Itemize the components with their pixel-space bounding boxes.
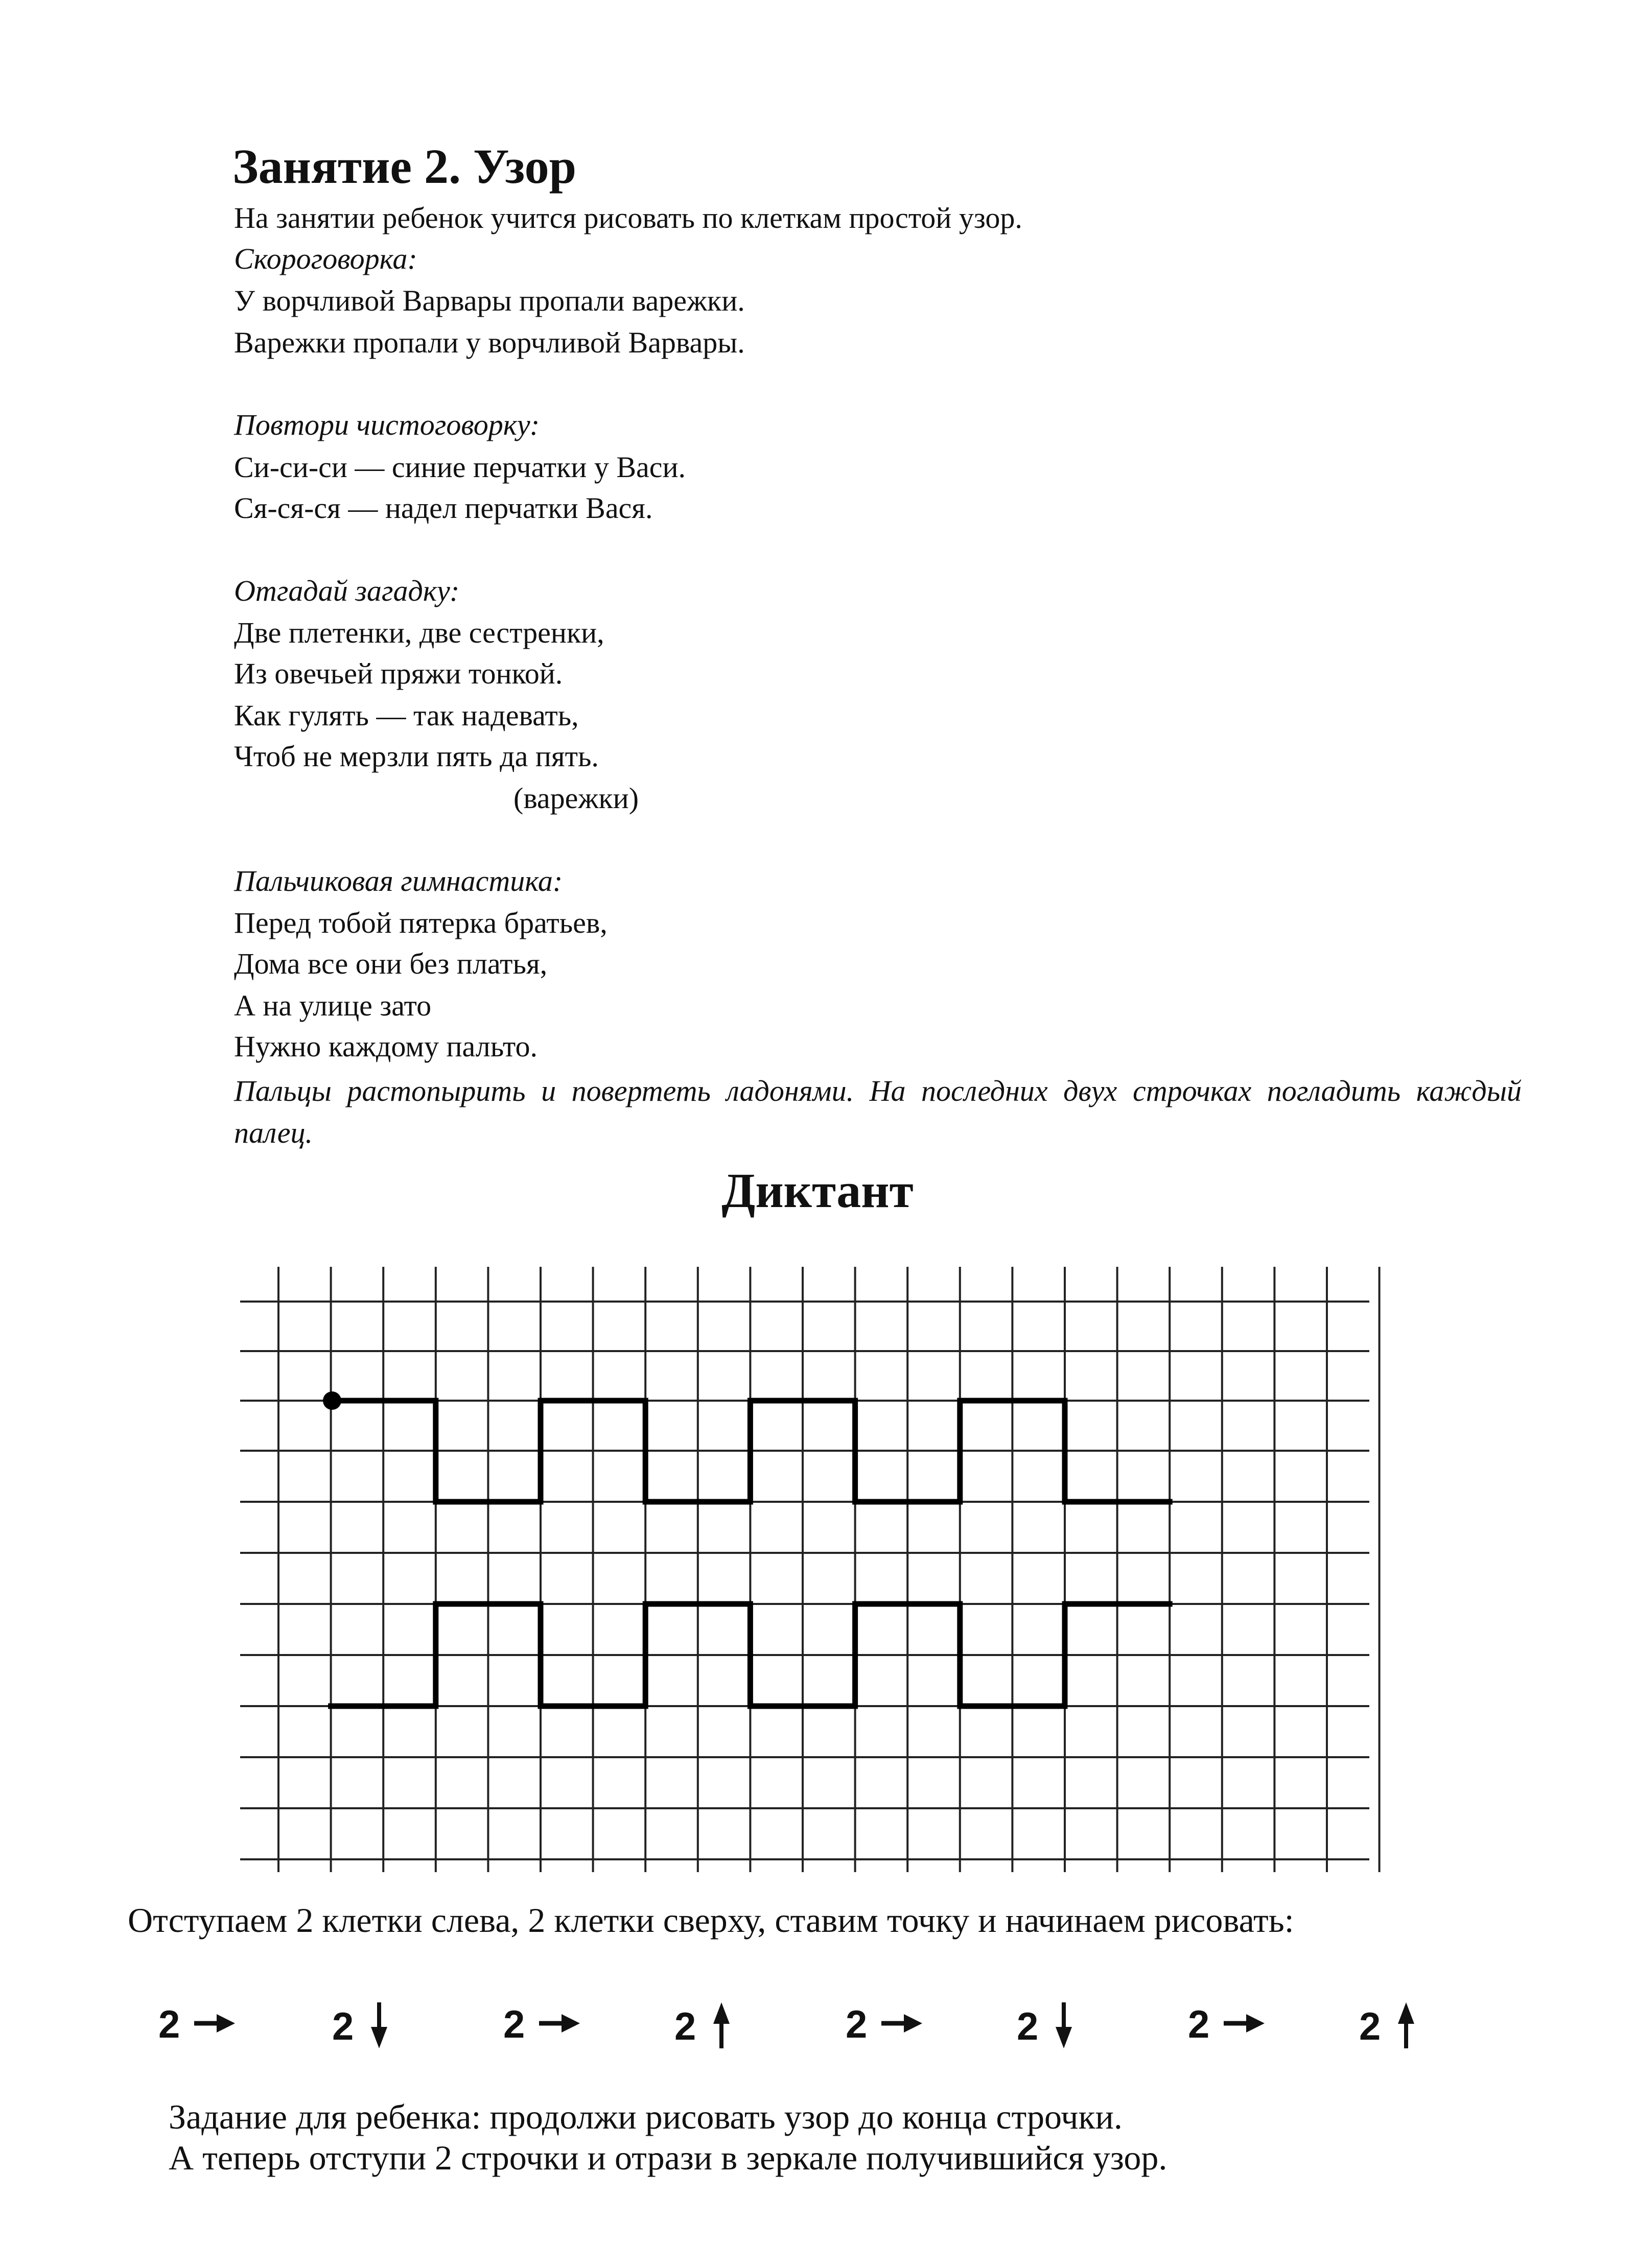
step-2-count: 2 bbox=[332, 2005, 354, 2048]
step-7-count: 2 bbox=[1188, 2003, 1210, 2046]
tongue-twister-line-1: У ворчливой Варвары пропали варежки. bbox=[234, 284, 745, 317]
step-8 bbox=[1359, 2002, 1417, 2051]
finger-gym-line-3: А на улице зато bbox=[234, 989, 432, 1022]
step-2 bbox=[332, 2002, 390, 2051]
finger-gym-label: Пальчиковая гимнастика: bbox=[234, 864, 563, 897]
step-3-count: 2 bbox=[503, 2003, 525, 2046]
step-1-count: 2 bbox=[158, 2003, 180, 2046]
step-5 bbox=[846, 2002, 922, 2047]
arrow-right-icon bbox=[194, 2008, 235, 2041]
step-6 bbox=[1017, 2002, 1075, 2051]
step-7 bbox=[1188, 2002, 1265, 2047]
step-8-count: 2 bbox=[1359, 2005, 1381, 2048]
grid-lines bbox=[240, 1267, 1380, 1872]
lesson-intro: На занятии ребенок учится рисовать по клеткам простой узор. bbox=[234, 201, 1022, 234]
step-3 bbox=[503, 2002, 580, 2047]
arrow-down-icon bbox=[368, 2002, 390, 2051]
finger-gym-line-4: Нужно каждому пальто. bbox=[234, 1030, 538, 1063]
riddle-line-4: Чтоб не мерзли пять да пять. bbox=[234, 740, 599, 773]
riddle-label: Отгадай загадку: bbox=[234, 574, 460, 607]
riddle-line-2: Из овечьей пряжи тонкой. bbox=[234, 657, 563, 690]
tongue-twister-label: Скороговорка: bbox=[234, 242, 417, 275]
arrow-down-icon bbox=[1053, 2002, 1075, 2051]
arrow-right-icon bbox=[881, 2008, 922, 2041]
finger-gym-line-1: Перед тобой пятерка братьев, bbox=[234, 906, 608, 939]
step-5-count: 2 bbox=[846, 2003, 868, 2046]
riddle-line-3: Как гулять — так надевать, bbox=[234, 699, 579, 732]
arrow-right-icon bbox=[1224, 2008, 1265, 2041]
dictation-steps bbox=[0, 2002, 1635, 2064]
arrow-right-icon bbox=[539, 2008, 580, 2041]
dictation-instruction: Отступаем 2 клетки слева, 2 клетки сверху, ставим точку и начинаем рисовать: bbox=[128, 1901, 1294, 1940]
child-task-line-1: Задание для ребенка: продолжи рисовать узор до конца строчки. bbox=[169, 2097, 1123, 2136]
step-4 bbox=[674, 2002, 733, 2051]
child-task-line-2: А теперь отступи 2 строчки и отрази в зеркале получившийся узор. bbox=[169, 2138, 1167, 2177]
lesson-title: Занятие 2. Узор bbox=[232, 139, 576, 194]
step-1 bbox=[158, 2002, 235, 2047]
finger-gym-instruction: Пальцы растопырить и повертеть ладонями. На последних двух строчках погладить каждый палец. bbox=[234, 1074, 1522, 1149]
step-4-count: 2 bbox=[674, 2005, 696, 2048]
tongue-twister-line-2: Варежки пропали у ворчливой Варвары. bbox=[234, 326, 745, 359]
step-6-count: 2 bbox=[1017, 2005, 1039, 2048]
arrow-up-icon bbox=[710, 2002, 733, 2051]
finger-gym-line-2: Дома все они без платья, bbox=[234, 947, 548, 980]
riddle-line-1: Две плетенки, две сестренки, bbox=[234, 616, 604, 649]
riddle-answer: (варежки) bbox=[513, 782, 639, 815]
clean-speech-label: Повтори чистоговорку: bbox=[234, 408, 540, 441]
clean-speech-line-1: Си-си-си — синие перчатки у Васи. bbox=[234, 451, 686, 484]
start-point-dot bbox=[323, 1391, 341, 1410]
dictation-heading: Диктант bbox=[721, 1163, 914, 1218]
arrow-up-icon bbox=[1395, 2002, 1417, 2051]
clean-speech-line-2: Ся-ся-ся — надел перчатки Вася. bbox=[234, 491, 653, 525]
